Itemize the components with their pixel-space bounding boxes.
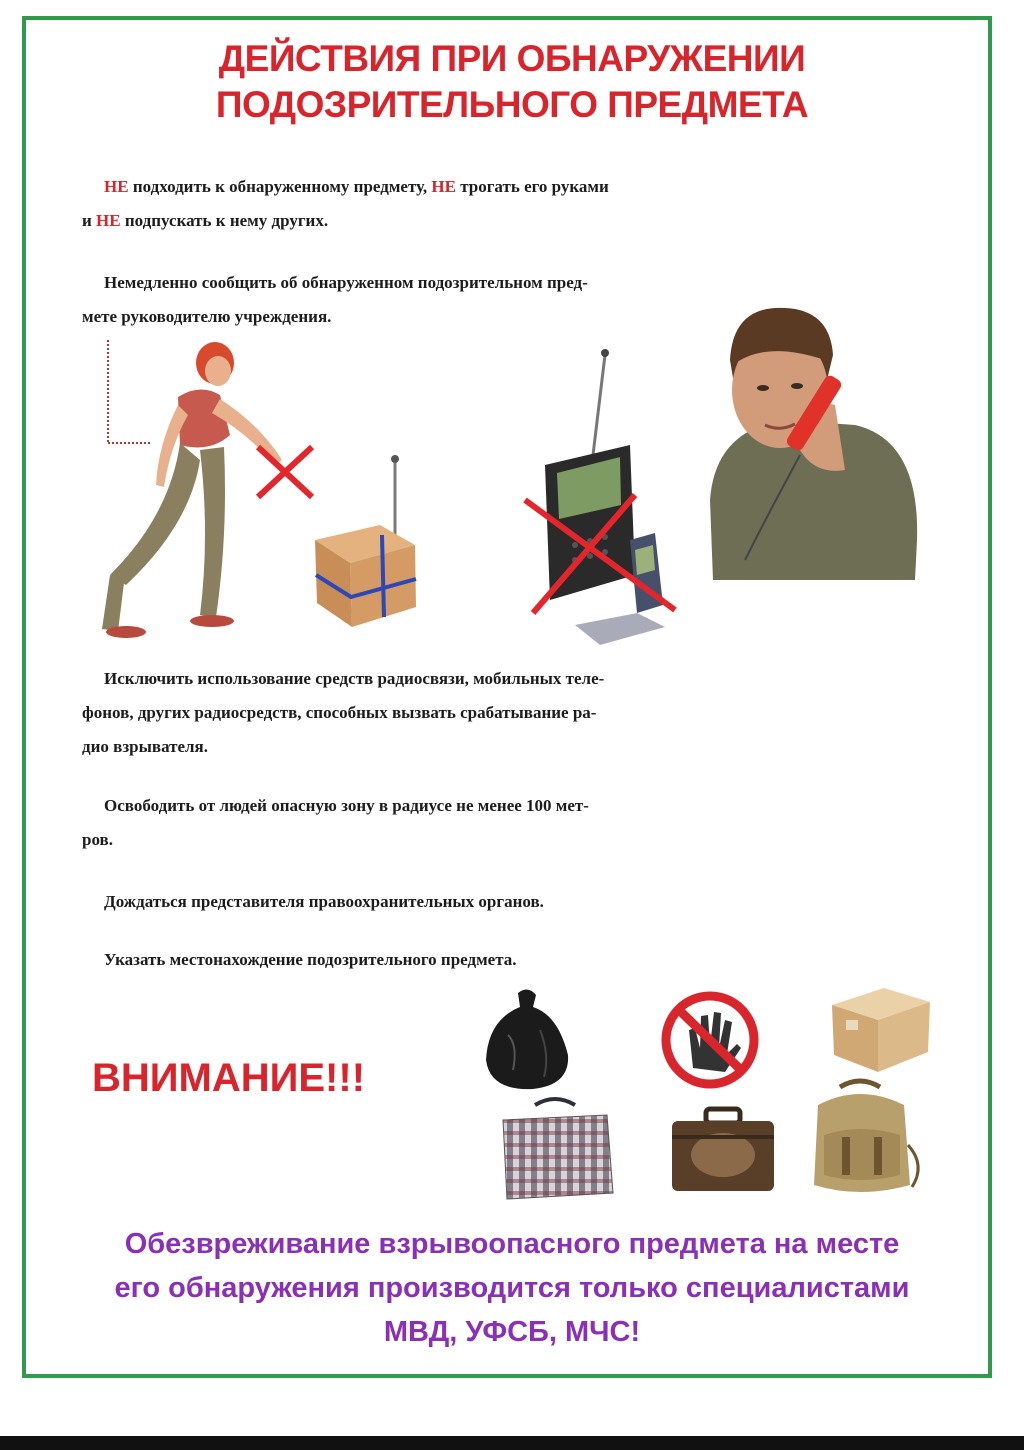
title-line-2: ПОДОЗРИТЕЛЬНОГО ПРЕДМЕТА	[215, 84, 809, 125]
no-touch-sign-icon	[655, 990, 765, 1090]
rule-no-radio	[82, 662, 944, 764]
rule-text: Немедленно сообщить об обнаруженном подозрительном пред-	[104, 273, 588, 292]
warning-word: НЕ	[104, 177, 129, 196]
rule-do-not-approach	[82, 170, 944, 238]
rule-text: подпускать к нему других.	[120, 211, 329, 230]
rule-wait-police: Дождаться представителя правоохранительных органов.	[104, 892, 544, 911]
rule-text: ров.	[82, 830, 113, 849]
cardboard-box-icon	[822, 980, 937, 1075]
backpack-icon	[800, 1075, 930, 1205]
footer-line-1: Обезвреживание взрывоопасного предмета на месте	[124, 1228, 900, 1260]
attention-heading: ВНИМАНИЕ!!!	[92, 1056, 366, 1100]
rule-text: мете руководителю учреждения.	[82, 307, 332, 326]
rule-text: Освободить от людей опасную зону в радиусе не менее 100 мет-	[104, 796, 589, 815]
rule-text: и	[82, 211, 97, 230]
rule-text: Исключить использование средств радиосвязи, мобильных теле-	[104, 669, 605, 688]
suitcase-icon	[668, 1105, 778, 1195]
woman-reaching-icon	[60, 335, 430, 645]
checkered-bag-icon	[495, 1095, 620, 1200]
rule-text: подходить к обнаруженному предмету,	[128, 177, 432, 196]
rule-text: фонов, других радиосредств, способных вызвать срабатывание ра-	[82, 703, 597, 722]
radio-and-phone-crossed-icon	[505, 345, 690, 645]
warning-word: НЕ	[96, 211, 121, 230]
garbage-bag-icon	[478, 985, 578, 1095]
man-on-phone-icon	[705, 300, 925, 580]
warning-word: НЕ	[431, 177, 456, 196]
footer-line-3: МВД, УФСБ, МЧС!	[383, 1316, 641, 1348]
footer-line-2: его обнаружения производится только специалистами	[114, 1272, 910, 1304]
rule-text: трогать его руками	[455, 177, 609, 196]
title-line-1: ДЕЙСТВИЯ ПРИ ОБНАРУЖЕНИИ	[218, 38, 806, 79]
screen-bottom-bar	[0, 1436, 1024, 1450]
rule-point-location: Указать местонахождение подозрительного предмета.	[104, 950, 517, 969]
rule-clear-zone	[82, 789, 944, 857]
rule-text: дио взрывателя.	[82, 737, 209, 756]
